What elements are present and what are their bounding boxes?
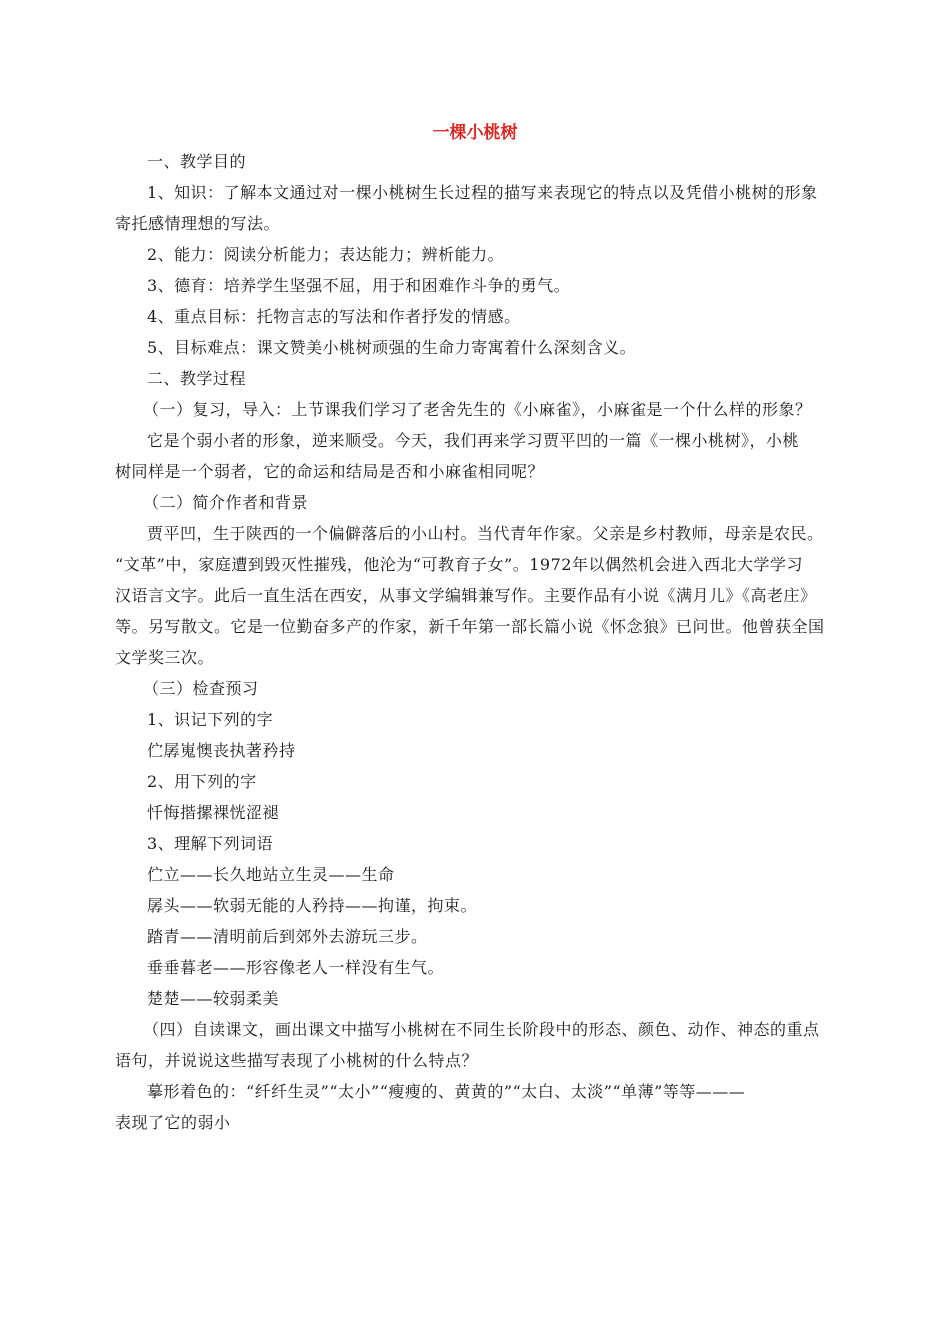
- body-line: 5、目标难点：课文赞美小桃树顽强的生命力寄寓着什么深刻含义。: [147, 338, 637, 357]
- body-line: 3、德育：培养学生坚强不屈，用于和困难作斗争的勇气。: [147, 276, 571, 295]
- body-line: 2、能力：阅读分析能力；表达能力；辨析能力。: [147, 245, 505, 264]
- section-heading: 二、教学过程: [147, 369, 247, 388]
- body-line: 文学奖三次。: [115, 648, 215, 667]
- body-line: （一）复习，导入：上节课我们学习了老舍先生的《小麻雀》，小麻雀是一个什么样的形象？: [143, 400, 812, 419]
- body-line: 孱头——软弱无能的人矜持——拘谨，拘束。: [147, 896, 478, 915]
- subsection-heading: （三）检查预习: [143, 679, 259, 698]
- body-line: 寄托感情理想的写法。: [115, 214, 281, 233]
- body-line: 楚楚——较弱柔美: [147, 989, 280, 1008]
- body-line: 汉语言文字。此后一直生活在西安，从事文学编辑兼写作。主要作品有小说《满月儿》《高老庄》: [115, 586, 817, 605]
- body-line: 贾平凹，生于陕西的一个偏僻落后的小山村。当代青年作家。父亲是乡村教师，母亲是农民。: [147, 524, 824, 543]
- body-line: 摹形着色的：“纤纤生灵”“太小”“瘦瘦的、黄黄的”“太白、太淡”“单薄”等等———: [147, 1082, 746, 1101]
- body-line: 语句，并说说这些描写表现了小桃树的什么特点？: [115, 1051, 479, 1070]
- body-line: 1、识记下列的字: [147, 710, 274, 729]
- body-line: （四）自读课文，画出课文中描写小桃树在不同生长阶段中的形态、颜色、动作、神态的重点: [143, 1020, 820, 1039]
- body-line: 它是个弱小者的形象，逆来顺受。今天，我们再来学习贾平凹的一篇《一棵小桃树》，小桃: [147, 431, 800, 450]
- body-line: 垂垂暮老——形容像老人一样没有生气。: [147, 958, 445, 977]
- document-title: 一棵小桃树: [432, 123, 518, 143]
- body-line: 踏青——清明前后到郊外去游玩三步。: [147, 927, 428, 946]
- body-line: 表现了它的弱小: [115, 1113, 231, 1132]
- body-line: 伫立——长久地站立生灵——生命: [147, 865, 395, 884]
- body-line: 伫孱嵬懊丧执著矜持: [147, 741, 296, 760]
- body-line: “文革”中，家庭遭到毁灭性摧残，他沦为“可教育子女”。1972年以偶然机会进入西北大学学习: [115, 555, 803, 574]
- body-line: 等。另写散文。它是一位勤奋多产的作家，新千年第一部长篇小说《怀念狼》已问世。他曾获全国: [115, 617, 825, 636]
- section-heading: 一、教学目的: [147, 152, 247, 171]
- body-line: 3、理解下列词语: [147, 834, 274, 853]
- subsection-heading: （二）简介作者和背景: [143, 493, 309, 512]
- body-line: 树同样是一个弱者，它的命运和结局是否和小麻雀相同呢？: [115, 462, 545, 481]
- document-body: [115, 146, 837, 1138]
- body-line: 2、用下列的字: [147, 772, 257, 791]
- body-line: 4、重点目标：托物言志的写法和作者抒发的情感。: [147, 307, 521, 326]
- body-line: 忏悔揩摞裸恍涩褪: [147, 803, 280, 822]
- body-line: 1、知识：了解本文通过对一棵小桃树生长过程的描写来表现它的特点以及凭借小桃树的形象: [147, 183, 818, 202]
